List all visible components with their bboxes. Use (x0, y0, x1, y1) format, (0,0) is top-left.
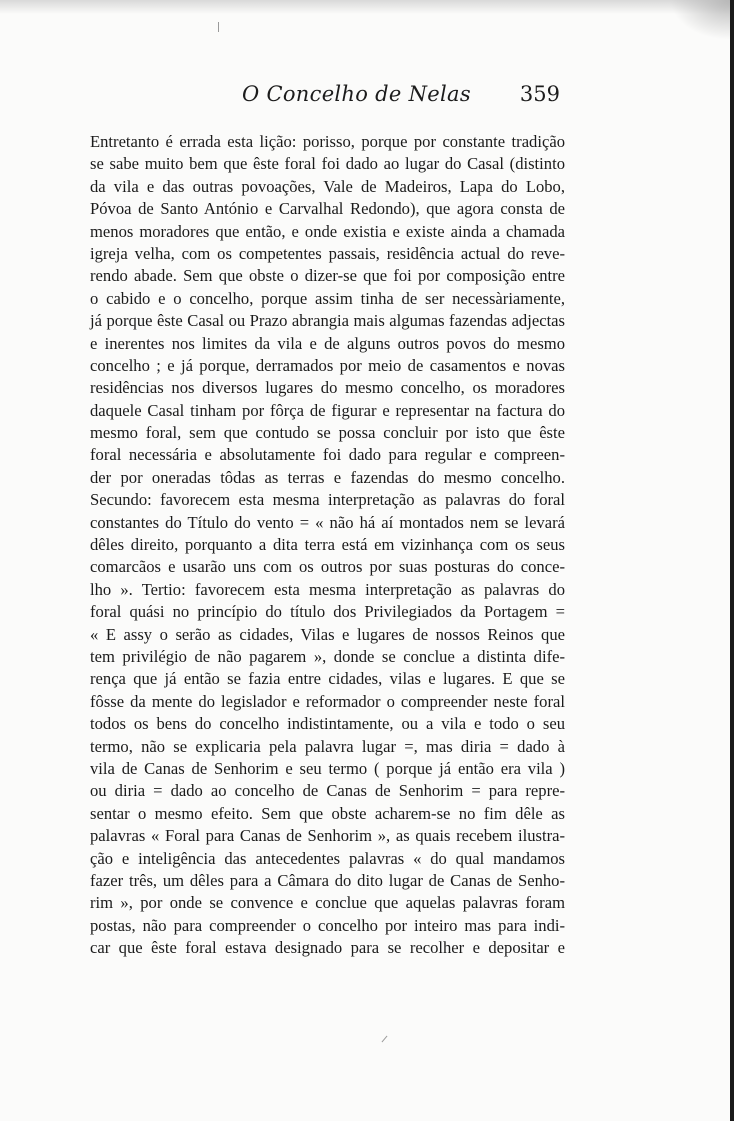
text-line: der por oneradas tôdas as terras e fazendas do mesmo concelho. (90, 467, 565, 487)
text-line: palavras « Foral para Canas de Senhorim », as quais recebem ilustra- (90, 826, 565, 846)
text-line: fôsse da mente do legislador e reformador o compreender neste foral (90, 691, 565, 711)
text-line: da vila e das outras povoações, Vale de Madeiros, Lapa do Lobo, (90, 176, 565, 196)
text-line: « E assy o serão as cidades, Vilas e lugares de nossos Reinos que (90, 624, 565, 644)
text-line: menos moradores que então, e onde existia e existe ainda a chamada (90, 221, 565, 241)
text-line: o cabido e o concelho, porque assim tinha de ser necessàriamente, (90, 288, 565, 308)
text-line: fazer três, um dêles para a Câmara do dito lugar de Canas de Senho- (90, 870, 565, 890)
text-line: mesmo foral, sem que contudo se possa concluir por isto que êste (90, 423, 565, 443)
text-line: já porque êste Casal ou Prazo abrangia mais algumas fazendas adjectas (90, 311, 565, 331)
text-line: dêles direito, porquanto a dita terra está em vizinhança com os seus (90, 535, 565, 555)
text-line: Entretanto é errada esta lição: porisso, porque por constante tradição (90, 132, 565, 151)
text-line: rim », por onde se convence e conclue que aquelas palavras foram (90, 893, 565, 913)
text-line: se sabe muito bem que êste foral foi dado ao lugar do Casal (distinto (90, 154, 565, 174)
text-line: tem privilégio de não pagarem », donde se conclue a distinta dife- (90, 646, 565, 666)
text-line: Póvoa de Santo António e Carvalhal Redondo), que agora consta de (90, 199, 565, 219)
text-line: rendo abade. Sem que obste o dizer-se que foi por composição entre (90, 266, 565, 286)
running-title: O Concelho de Nelas (242, 82, 471, 106)
text-line: foral quási no princípio do título dos Privilegiados da Portagem = (90, 602, 565, 622)
text-line: vila de Canas de Senhorim e seu termo ( porque já então era vila ) (90, 758, 565, 778)
page-header (90, 80, 560, 112)
body-paragraph (90, 131, 565, 959)
scan-corner-shade (670, 0, 730, 40)
text-line: todos os bens do concelho indistintamente, ou a vila e todo o seu (90, 714, 565, 734)
scan-top-shadow (0, 0, 734, 14)
text-line: postas, não para compreender o concelho por inteiro mas para indi- (90, 915, 565, 935)
scan-speck (382, 1036, 388, 1043)
text-line: ção e inteligência das antecedentes palavras « do qual mandamos (90, 848, 565, 868)
text-line: termo, não se explicaria pela palavra lugar =, mas diria = dado à (90, 736, 565, 756)
text-line: comarcãos e usarão uns com os outros por suas posturas do conce- (90, 557, 565, 577)
text-line: daquele Casal tinham por fôrça de figurar e representar na factura do (90, 400, 565, 420)
text-line: sentar o mesmo efeito. Sem que obste acharem-se no fim dêle as (90, 803, 565, 823)
text-line: residências nos diversos lugares do mesmo concelho, os moradores (90, 378, 565, 398)
text-line: concelho ; e já porque, derramados por meio de casamentos e novas (90, 355, 565, 375)
text-line: car que êste foral estava designado para se recolher e depositar e (90, 938, 565, 958)
text-line: igreja velha, com os competentes passais, residência actual do reve- (90, 243, 565, 263)
text-line: e inerentes nos limites da vila e de alguns outros povos do mesmo (90, 333, 565, 353)
text-line: ou diria = dado ao concelho de Canas de Senhorim = para repre- (90, 781, 565, 801)
text-line: constantes do Título do vento = « não há aí montados nem se levará (90, 512, 565, 532)
text-line: foral necessária e absolutamente foi dado para regular e compreen- (90, 445, 565, 465)
text-line: rença que já então se fazia entre cidades, vilas e lugares. E que se (90, 669, 565, 689)
page-number: 359 (519, 82, 560, 106)
text-line: Secundo: favorecem esta mesma interpretação as palavras do foral (90, 490, 565, 510)
text-line: lho ». Tertio: favorecem esta mesma interpretação as palavras do (90, 579, 565, 599)
scan-speck (218, 22, 219, 32)
